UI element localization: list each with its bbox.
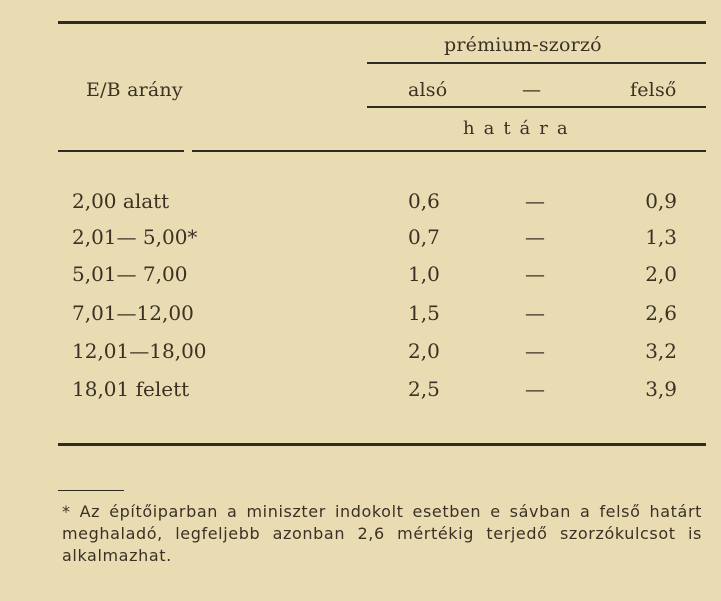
range-dash: — [525, 262, 545, 286]
ratio-range: 7,01—12,00 [72, 301, 194, 325]
range-dash: — [525, 377, 545, 401]
ratio-range: 5,01— 7,00 [72, 262, 188, 286]
ratio-range: 12,01—18,00 [72, 339, 207, 363]
upper-limit: 0,9 [645, 189, 677, 213]
lower-limit: 2,0 [408, 339, 440, 363]
multiplier-header: prémium-szorzó [444, 34, 602, 56]
dash-header: — [522, 79, 542, 101]
bounds-underline [367, 106, 706, 108]
table-row [0, 225, 721, 261]
range-dash: — [525, 301, 545, 325]
table-row [0, 262, 721, 298]
footnote-separator [58, 490, 124, 491]
upper-limit: 1,3 [645, 225, 677, 249]
upper-limit: 3,2 [645, 339, 677, 363]
table-row [0, 301, 721, 337]
ratio-range: 18,01 felett [72, 377, 190, 401]
table-row [0, 189, 721, 225]
upper-limit: 2,6 [645, 301, 677, 325]
upper-header: felső [630, 79, 677, 101]
table-bottom-rule [58, 443, 706, 446]
range-dash: — [525, 339, 545, 363]
table-row [0, 377, 721, 413]
upper-limit: 3,9 [645, 377, 677, 401]
range-dash: — [525, 189, 545, 213]
footnote: * Az építőiparban a miniszter indokolt esetben e sávban a felső határt meghaladó, legfeljebb azonban 2,6 mértékig terjedő szorzókulcsot is alkalmazhat. [62, 502, 702, 565]
lower-header: alsó [408, 79, 448, 101]
table-top-rule [58, 21, 706, 24]
table-row [0, 339, 721, 375]
lower-limit: 0,6 [408, 189, 440, 213]
header-bottom-rule-left [58, 150, 184, 152]
upper-limit: 2,0 [645, 262, 677, 286]
lower-limit: 1,0 [408, 262, 440, 286]
multiplier-underline [367, 62, 706, 64]
ratio-header: E/B arány [86, 79, 183, 101]
lower-limit: 2,5 [408, 377, 440, 401]
header-bottom-rule-right [192, 150, 706, 152]
limit-header: határa [463, 118, 577, 139]
ratio-range: 2,01— 5,00* [72, 225, 198, 249]
lower-limit: 1,5 [408, 301, 440, 325]
lower-limit: 0,7 [408, 225, 440, 249]
range-dash: — [525, 225, 545, 249]
ratio-range: 2,00 alatt [72, 189, 170, 213]
